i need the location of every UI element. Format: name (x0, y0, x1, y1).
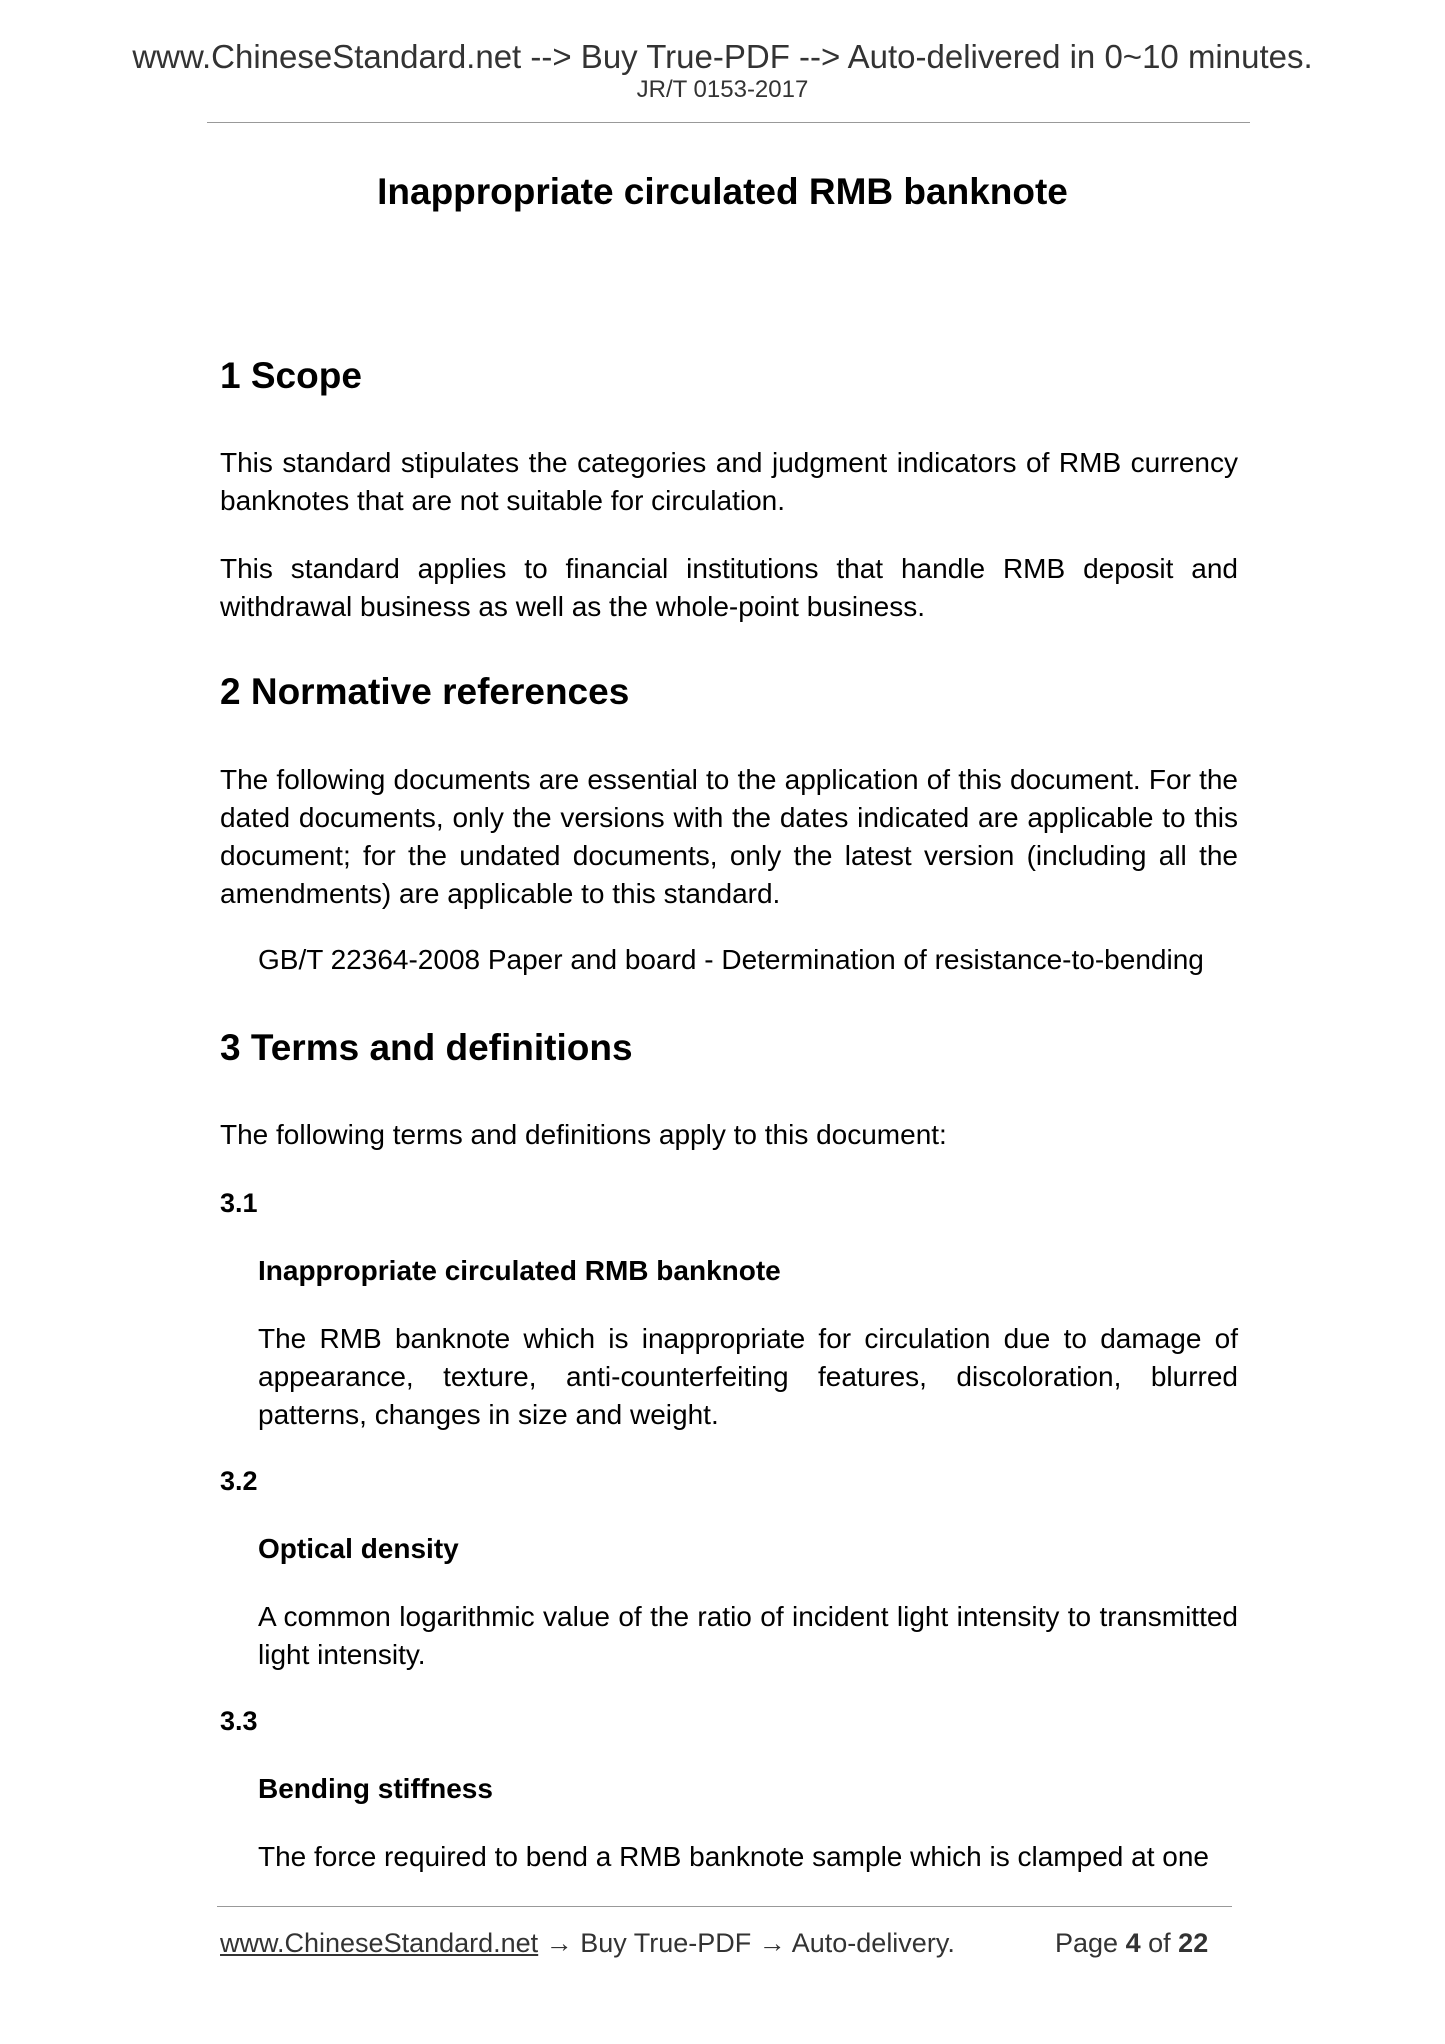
term-definition: The force required to bend a RMB banknote sample which is clamped at one (258, 1841, 1209, 1872)
clause-number: 3.3 (220, 1706, 258, 1736)
term-title: Optical density (258, 1533, 459, 1564)
clause-number: 3.2 (220, 1466, 258, 1496)
section-heading-terms: 3 Terms and definitions (220, 1027, 633, 1068)
document-title: Inappropriate circulated RMB banknote (377, 171, 1068, 212)
clause-number: 3.1 (220, 1188, 258, 1218)
page-number: 4 (1125, 1928, 1141, 1958)
footer-tagline: → Buy True-PDF → Auto-delivery. (538, 1928, 955, 1958)
page-indicator (1055, 1928, 1208, 1959)
footer-divider (217, 1906, 1232, 1907)
section-heading-normative-references: 2 Normative references (220, 671, 630, 712)
footer-site-link[interactable]: www.ChineseStandard.net (220, 1928, 539, 1958)
term-title: Bending stiffness (258, 1773, 493, 1804)
of-label: of (1148, 1928, 1171, 1958)
reference-item: GB/T 22364-2008 Paper and board - Determination of resistance-to-bending (258, 944, 1204, 975)
section-heading-scope: 1 Scope (220, 355, 362, 396)
term-definition: The RMB banknote which is inappropriate for circulation due to damage of appearance, texture, anti-counterfeiting features, discoloration, blurred patterns, changes in size and weight. (258, 1323, 1238, 1430)
scope-paragraph-2: This standard applies to financial institutions that handle RMB deposit and withdrawal business as well as the whole-point business. (220, 553, 1238, 622)
term-title: Inappropriate circulated RMB banknote (258, 1255, 781, 1286)
term-definition: A common logarithmic value of the ratio of incident light intensity to transmitted light intensity. (258, 1601, 1238, 1670)
terms-intro: The following terms and definitions apply to this document: (220, 1119, 947, 1150)
standard-code: JR/T 0153-2017 (636, 76, 809, 103)
page-label: Page (1055, 1928, 1119, 1958)
header-divider (207, 122, 1250, 123)
scope-paragraph-1: This standard stipulates the categories and judgment indicators of RMB currency banknotes that are not suitable for circulation. (220, 447, 1238, 516)
page-total: 22 (1178, 1928, 1209, 1958)
footer-promo (220, 1928, 955, 1959)
top-banner: www.ChineseStandard.net --> Buy True-PDF --> Auto-delivered in 0~10 minutes. (132, 38, 1313, 75)
normative-paragraph: The following documents are essential to the application of this document. For the dated documents, only the versions with the dates indicated are applicable to this document; for the undated documents, only the latest version (including all the amendments) are applicable to this standard. (220, 764, 1238, 909)
